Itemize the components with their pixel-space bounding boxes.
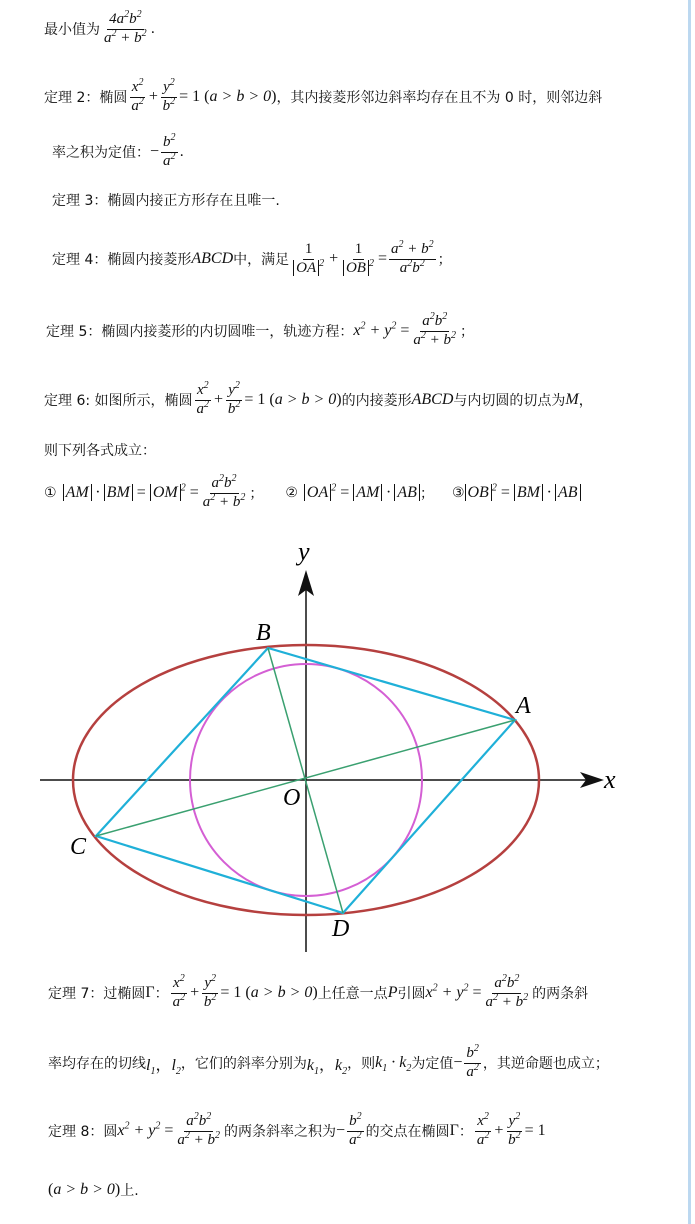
theorem-2-cont: 率之积为定值： − $\frac{b^2}{a^2}$ . <box>52 132 184 169</box>
theorem-7-cont4: 为定值 <box>411 1056 454 1073</box>
theorem-7-text: 上任意一点 <box>317 986 388 1003</box>
ellipse-figure <box>0 530 695 970</box>
theorem-6-formulas: ① AM · BM = OM $^2$ = $\frac{a^2b^2}{a^2 + b^2}$ ； ② OA $^2$ = AM · AB ； ③ OB $^2$ = BM · AB <box>44 476 581 511</box>
theorem-7-cont: 率均存在的切线 $l_1$，$l_2$ ，它们的斜率分别为 $k_1$，$k_2$ ，则 $k_1 \cdot k_2$ 为定值 − $\frac{b^2}{a^2}$ ，其逆命题也成立； <box>48 1043 609 1080</box>
theorem-8-gamma: Γ <box>449 1122 459 1140</box>
theorem-3-text: 定理 3：椭圆内接正方形存在且唯一. <box>52 193 280 209</box>
theorem-5: 定理 5：椭圆内接菱形的内切圆唯一，轨迹方程： $x^2 + y^2$ = $\frac{a^2b^2}{a^2 + b^2}$ ； <box>46 311 475 348</box>
theorem-2: 定理 2：椭圆 $\frac{x^2}{a^2}$ + $\frac{y^2}{b^2}$ = 1 (a > b > 0) ，其内接菱形邻边斜率均存在且不为 0 时，则邻边斜 <box>44 77 603 114</box>
vertex-label-d: D <box>332 916 350 942</box>
vertex-label-b: B <box>256 620 271 646</box>
vertex-label-a: A <box>516 693 531 719</box>
theorem-7: 定理 7：过椭圆 Γ ： $\frac{x^2}{a^2}$ + $\frac{y^2}{b^2}$ = 1 (a > b > 0) 上任意一点 P 引圆 $x^2 + y^2$ = $\frac{a^2b^2}{a^2 + b^2}$ 的两条斜 <box>48 973 589 1010</box>
theorem-7-cont3: ，则 <box>347 1056 376 1073</box>
theorem-8-end: 上. <box>120 1183 139 1199</box>
theorem-4-label: 定理 4：椭圆内接菱形 <box>52 252 192 269</box>
theorem-6-abcd: ABCD <box>411 391 454 409</box>
theorem-6-text: 的内接菱形 <box>341 393 412 410</box>
theorem-2-cont-text: 率之积为定值： <box>52 145 150 162</box>
theorem-6: 定理 6: 如图所示，椭圆 $\frac{x^2}{a^2}$ + $\frac{y^2}{b^2}$ = 1 (a > b > 0) 的内接菱形 ABCD 与内切圆的切点为 M ， <box>44 380 593 417</box>
theorem-8-text: 的两条斜率之积为 <box>224 1124 337 1141</box>
theorem-7-gamma: Γ <box>145 984 155 1002</box>
theorem-4-abcd: ABCD <box>191 250 234 268</box>
theorem-7-text2: 引圆 <box>397 986 426 1003</box>
theorem-6-m: M <box>565 391 579 409</box>
theorem-6-cont <box>44 440 156 460</box>
x-axis-label: x <box>604 765 616 794</box>
min-value-text: 最小值为 <box>44 22 100 39</box>
theorem-8-cont: (a > b > 0) 上. <box>48 1181 139 1199</box>
origin-label: O <box>283 785 301 811</box>
theorem-2-text: ，其内接菱形邻边斜率均存在且不为 0 时，则邻边斜 <box>276 90 603 107</box>
theorem-6-label: 定理 6: 如图所示，椭圆 <box>44 393 193 410</box>
theorem-2-label: 定理 2：椭圆 <box>44 90 128 107</box>
theorem-4-mid: 中，满足 <box>233 252 290 269</box>
theorem-5-label: 定理 5：椭圆内接菱形的内切圆唯一，轨迹方程： <box>46 324 354 341</box>
theorem-7-cont2: ，它们的斜率分别为 <box>180 1056 307 1073</box>
theorem-8-label: 定理 8：圆 <box>48 1124 118 1141</box>
theorem-7-p: P <box>387 984 398 1002</box>
theorem-7-cont5: ，其逆命题也成立； <box>482 1056 609 1073</box>
vertex-label-c: C <box>70 834 87 860</box>
theorem-3 <box>52 190 280 210</box>
theorem-7-label: 定理 7：过椭圆 <box>48 986 146 1003</box>
theorem-6-text2: 与内切圆的切点为 <box>453 393 566 410</box>
theorem-6-cont-text: 则下列各式成立： <box>44 443 156 459</box>
theorem-7-text3: 的两条斜 <box>532 986 589 1003</box>
min-value-fraction: $\frac{4a^2b^2}{a^2 + b^2}$ <box>104 9 147 46</box>
min-value-line: 最小值为 $\frac{4a^2b^2}{a^2 + b^2}$ . <box>44 9 156 46</box>
theorem-8: 定理 8：圆 $x^2 + y^2$ = $\frac{a^2b^2}{a^2 + b^2}$ 的两条斜率之积为 − $\frac{b^2}{a^2}$ 的交点在椭圆 Γ ： $\frac{x^2}{a^2}$ + $\frac{y^2}{b^2}$ = 1 <box>48 1111 546 1148</box>
theorem-7-cont1: 率均存在的切线 <box>48 1056 146 1073</box>
theorem-4: 定理 4：椭圆内接菱形 ABCD 中，满足 $\frac{1}{OA ^2}$ + $\frac{1}{OB ^2}$ = $\frac{a^2 + b^2}{a^2b^2}$ ； <box>52 239 452 276</box>
y-axis-label: y <box>298 537 310 566</box>
theorem-8-text2: 的交点在椭圆 <box>365 1124 450 1141</box>
